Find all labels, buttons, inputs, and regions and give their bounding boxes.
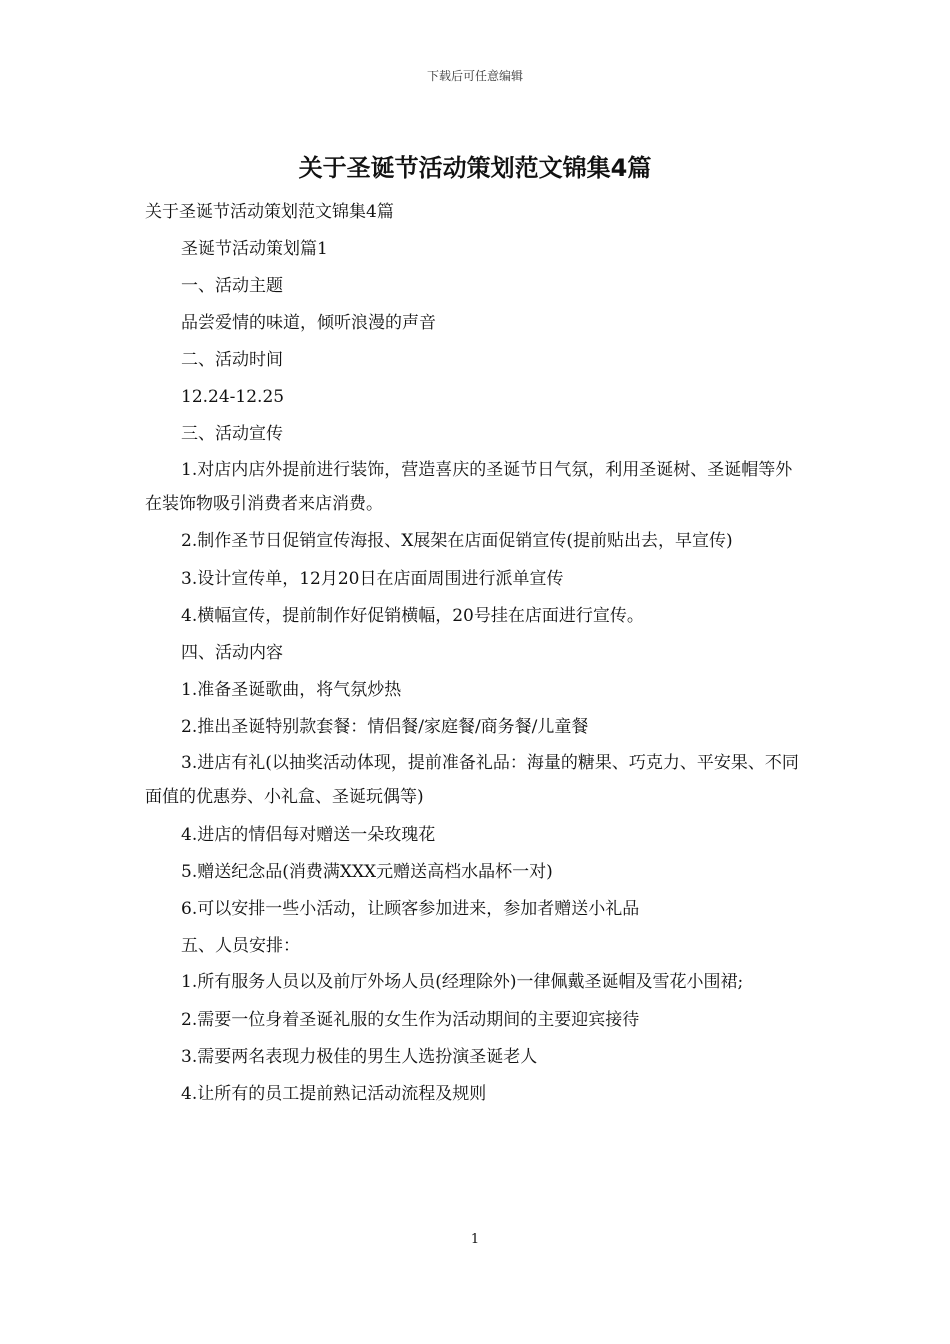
paragraph: 4.让所有的员工提前熟记活动流程及规则	[181, 1084, 487, 1104]
paragraph: 4.横幅宣传，提前制作好促销横幅，20号挂在店面进行宣传。	[181, 606, 644, 626]
paragraph: 2.需要一位身着圣诞礼服的女生作为活动期间的主要迎宾接待	[181, 1010, 640, 1030]
paragraph: 6.可以安排一些小活动，让顾客参加进来，参加者赠送小礼品	[181, 899, 640, 919]
paragraph: 2.推出圣诞特别款套餐：情侣餐/家庭餐/商务餐/儿童餐	[181, 717, 589, 737]
paragraph: 3.需要两名表现力极佳的男生人选扮演圣诞老人	[181, 1047, 538, 1067]
paragraph-heading-content: 四、活动内容	[181, 643, 283, 663]
page-header: 下载后可任意编辑	[426, 69, 523, 83]
document-title: 关于圣诞节活动策划范文锦集4篇	[298, 154, 652, 182]
document-body	[145, 194, 807, 1113]
paragraph-section-heading: 圣诞节活动策划篇1	[181, 239, 328, 259]
paragraph: 品尝爱情的味道，倾听浪漫的声音	[181, 313, 436, 333]
paragraph: 1.准备圣诞歌曲，将气氛炒热	[181, 680, 402, 700]
paragraph-heading-time: 二、活动时间	[181, 350, 283, 370]
page-number: 1	[470, 1232, 480, 1247]
paragraph: 4.进店的情侣每对赠送一朵玫瑰花	[181, 825, 436, 845]
paragraph: 2.制作圣节日促销宣传海报、X展架在店面促销宣传(提前贴出去，早宣传)	[181, 531, 733, 551]
paragraph-subtitle: 关于圣诞节活动策划范文锦集4篇	[145, 202, 394, 222]
paragraph-heading-staff: 五、人员安排：	[181, 936, 300, 956]
paragraph: 1.所有服务人员以及前厅外场人员(经理除外)一律佩戴圣诞帽及雪花小围裙;	[181, 972, 744, 992]
paragraph-heading-theme: 一、活动主题	[181, 276, 283, 296]
paragraph: 5.赠送纪念品(消费满XXX元赠送高档水晶杯一对)	[181, 862, 553, 882]
paragraph: 3.进店有礼(以抽奖活动体现，提前准备礼品：海量的糖果、巧克力、平安果、不同面值的优惠券、小礼盒、圣诞玩偶等)	[145, 753, 799, 807]
paragraph-heading-promotion: 三、活动宣传	[181, 424, 283, 444]
paragraph: 12.24-12.25	[181, 387, 285, 407]
paragraph: 1.对店内店外提前进行装饰，营造喜庆的圣诞节日气氛，利用圣诞树、圣诞帽等外在装饰物吸引消费者来店消费。	[145, 460, 793, 514]
paragraph: 3.设计宣传单，12月20日在店面周围进行派单宣传	[181, 569, 564, 589]
